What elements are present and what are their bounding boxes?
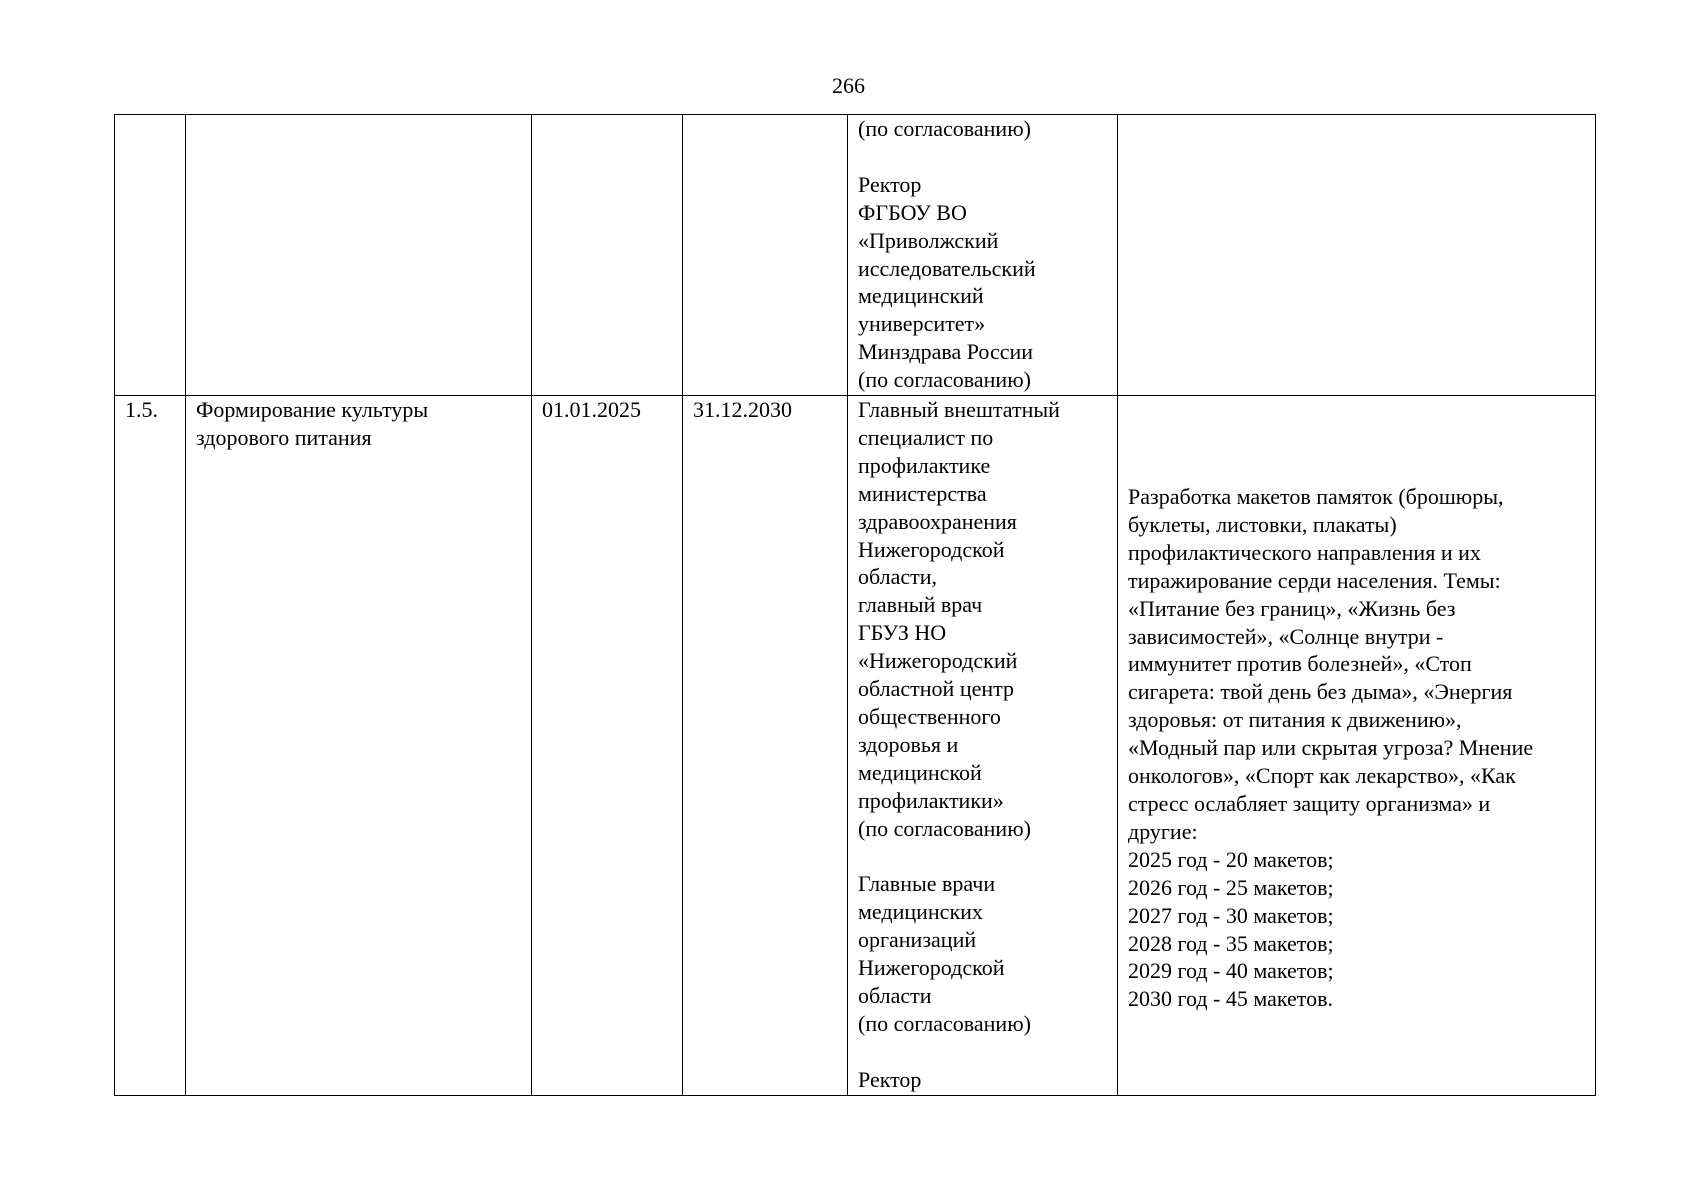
- text-line: иммунитет против болезней», «Стоп: [1128, 651, 1472, 677]
- row-number-cell: [115, 396, 186, 1096]
- text-line: медицинской: [858, 759, 982, 785]
- text-line: Ректор: [858, 171, 922, 197]
- text-line: исследовательский: [858, 255, 1036, 281]
- start-date: 01.01.2025: [542, 397, 641, 422]
- responsible-cell: [848, 115, 1118, 396]
- measure-title-cell: [186, 115, 532, 396]
- start-date-cell: [532, 115, 683, 396]
- text-line: профилактического направления и их: [1128, 539, 1481, 565]
- description-cell: [1118, 115, 1596, 396]
- table-row: [115, 115, 1596, 396]
- end-date: 31.12.2030: [693, 397, 792, 422]
- text-line: «Модный пар или скрытая угроза? Мнение: [1128, 735, 1534, 761]
- text-line: Нижегородской: [858, 536, 1005, 562]
- text-line: организаций: [858, 927, 977, 953]
- text-line: Минздрава России: [858, 339, 1034, 365]
- text-line: министерства: [858, 480, 987, 506]
- text-line: 2029 год - 40 макетов;: [1128, 958, 1334, 984]
- text-line: 2028 год - 35 макетов;: [1128, 930, 1334, 956]
- text-line: Нижегородской: [858, 955, 1005, 981]
- text-line: другие:: [1128, 818, 1198, 844]
- text-line: зависимостей», «Солнце внутри -: [1128, 623, 1444, 649]
- text-line: университет»: [858, 311, 986, 337]
- text-line: главный врач: [858, 592, 983, 618]
- text-line: медицинский: [858, 283, 984, 309]
- text-line: буклеты, листовки, плакаты): [1128, 511, 1397, 537]
- text-line: сигарета: твой день без дыма», «Энергия: [1128, 679, 1513, 705]
- text-line: (по согласованию): [858, 815, 1031, 841]
- text-line: тиражирование серди населения. Темы:: [1128, 567, 1501, 593]
- row-number-cell: [115, 115, 186, 396]
- text-line: области,: [858, 564, 938, 590]
- text-line: профилактике: [858, 452, 991, 478]
- text-line: «Нижегородский: [858, 648, 1018, 674]
- text-line: [858, 843, 1107, 871]
- text-line: (по согласованию): [858, 1010, 1031, 1036]
- text-line: 2025 год - 20 макетов;: [1128, 846, 1334, 872]
- text-line: [858, 1038, 1107, 1066]
- text-line: общественного: [858, 703, 1001, 729]
- text-line: «Приволжский: [858, 227, 999, 253]
- measure-title: Формирование культуры здорового питания: [196, 397, 429, 450]
- end-date-cell: [683, 396, 848, 1096]
- text-line: Главные врачи: [858, 871, 996, 897]
- text-line: здоровья: от питания к движению»,: [1128, 707, 1462, 733]
- description-text: [1128, 396, 1585, 1013]
- measures-table: [114, 114, 1596, 1096]
- text-line: «Питание без границ», «Жизнь без: [1128, 595, 1456, 621]
- text-line: здоровья и: [858, 731, 959, 757]
- text-line: медицинских: [858, 899, 983, 925]
- responsible-cell: [848, 396, 1118, 1096]
- text-line: областной центр: [858, 676, 1015, 702]
- table-row: [115, 396, 1596, 1096]
- text-line: профилактики»: [858, 787, 1004, 813]
- text-line: 2030 год - 45 макетов.: [1128, 986, 1334, 1012]
- text-line: онкологов», «Спорт как лекарство», «Как: [1128, 763, 1516, 789]
- text-line: 2026 год - 25 макетов;: [1128, 874, 1334, 900]
- responsible-text: [858, 115, 1107, 394]
- start-date-cell: [532, 396, 683, 1096]
- text-line: (по согласованию): [858, 367, 1031, 393]
- end-date-cell: [683, 115, 848, 396]
- text-line: области: [858, 983, 932, 1009]
- measure-title-cell: [186, 396, 532, 1096]
- text-line: 2027 год - 30 макетов;: [1128, 902, 1334, 928]
- text-line: ГБУЗ НО: [858, 620, 947, 646]
- text-line: [858, 143, 1107, 171]
- text-line: Главный внештатный: [858, 397, 1060, 422]
- description-cell: [1118, 396, 1596, 1096]
- text-line: ФГБОУ ВО: [858, 199, 967, 225]
- text-line: стресс ослабляет защиту организма» и: [1128, 790, 1491, 816]
- responsible-text: [858, 396, 1107, 1094]
- row-number: 1.5.: [125, 397, 158, 422]
- text-line: здравоохранения: [858, 508, 1017, 534]
- text-line: специалист по: [858, 424, 994, 450]
- text-line: (по согласованию): [858, 116, 1031, 141]
- text-line: Ректор: [858, 1066, 922, 1092]
- text-line: Разработка макетов памяток (брошюры,: [1128, 484, 1504, 509]
- page-number: 266: [832, 73, 865, 98]
